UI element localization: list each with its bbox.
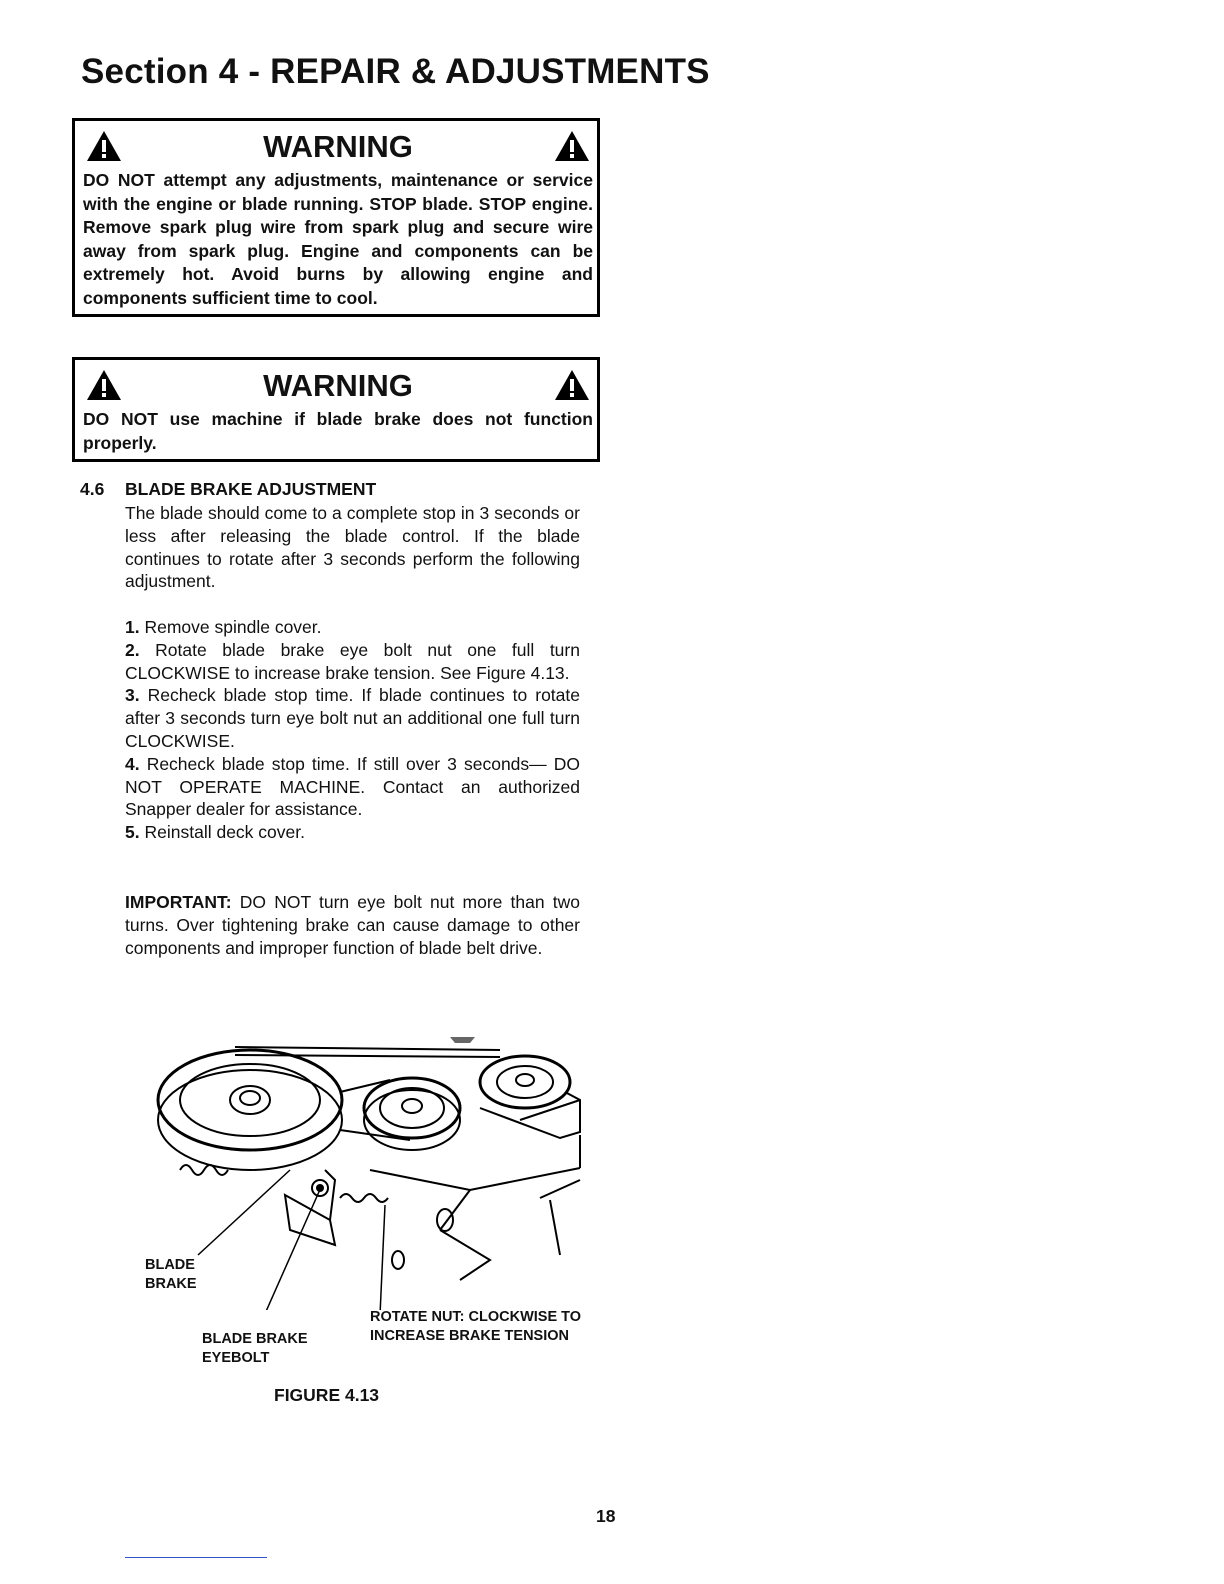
warning-box-brake [72, 357, 600, 462]
step-number: 1. [125, 617, 140, 637]
step-item [125, 821, 580, 844]
step-text: Recheck blade stop time. If blade continues to rotate after 3 seconds turn eye bolt nut an additional one full turn CLOCKWISE. [125, 685, 580, 751]
step-number: 4. [125, 753, 140, 774]
figure-label-rotate-nut: ROTATE NUT: CLOCKWISE TO INCREASE BRAKE TENSION [370, 1309, 582, 1344]
section-number: 4.6 [80, 479, 105, 499]
step-number: 2. [125, 639, 140, 660]
figure-label-eyebolt: BLADE BRAKE EYEBOLT [202, 1331, 308, 1366]
page-title: Section 4 - REPAIR & ADJUSTMENTS [81, 52, 710, 91]
warning-heading: WARNING [263, 368, 413, 403]
warning-triangle-icon [85, 368, 123, 402]
warning-header [83, 125, 593, 169]
figure-caption: FIGURE 4.13 [274, 1385, 380, 1405]
step-text: Recheck blade stop time. If still over 3 seconds— DO NOT OPERATE MACHINE. Contact an authorized Snapper dealer for assistance. [125, 753, 580, 820]
warning-text: DO NOT attempt any adjustments, maintenance or service with the engine or blade running. STOP blade. STOP engine. Remove spark plug wire from spark plug and secure wire away from spark plug. Engine and components can be extremely hot. Avoid burns by allowing engine and components sufficient time to cool. [83, 170, 593, 308]
warning-heading: WARNING [263, 129, 413, 164]
step-number: 3. [125, 685, 140, 706]
warning-triangle-icon [553, 129, 591, 163]
warning-header [83, 364, 593, 408]
footer-divider [125, 1557, 267, 1558]
blade-brake-illustration [140, 1020, 620, 1310]
figure-label-blade-brake: BLADE BRAKE [145, 1257, 197, 1292]
warning-text: DO NOT use machine if blade brake does not function properly. [83, 409, 593, 453]
step-text: Rotate blade brake eye bolt nut one full turn CLOCKWISE to increase brake tension. See Figure 4.13. [125, 639, 580, 683]
step-text: Reinstall deck cover. [144, 822, 305, 843]
warning-triangle-icon [553, 368, 591, 402]
warning-triangle-icon [85, 129, 123, 163]
warning-box-engine [72, 118, 600, 317]
step-item [125, 639, 580, 685]
step-number: 5. [125, 822, 140, 843]
step-item [125, 753, 580, 821]
step-item [125, 616, 580, 639]
step-item [125, 684, 580, 752]
important-label: IMPORTANT: [125, 892, 232, 912]
section-intro: The blade should come to a complete stop in 3 seconds or less after releasing the blade control. If the blade continues to rotate after 3 seconds perform the following adjustment. [125, 503, 580, 592]
important-note [125, 891, 580, 959]
section-heading [80, 479, 376, 500]
important-text: DO NOT turn eye bolt nut more than two turns. Over tightening brake can cause damage to other components and improper function of blade belt drive. [125, 892, 580, 958]
step-text: Remove spindle cover. [144, 617, 322, 637]
section-title: BLADE BRAKE ADJUSTMENT [125, 479, 377, 499]
steps-list [125, 616, 580, 844]
page-number: 18 [596, 1506, 616, 1526]
